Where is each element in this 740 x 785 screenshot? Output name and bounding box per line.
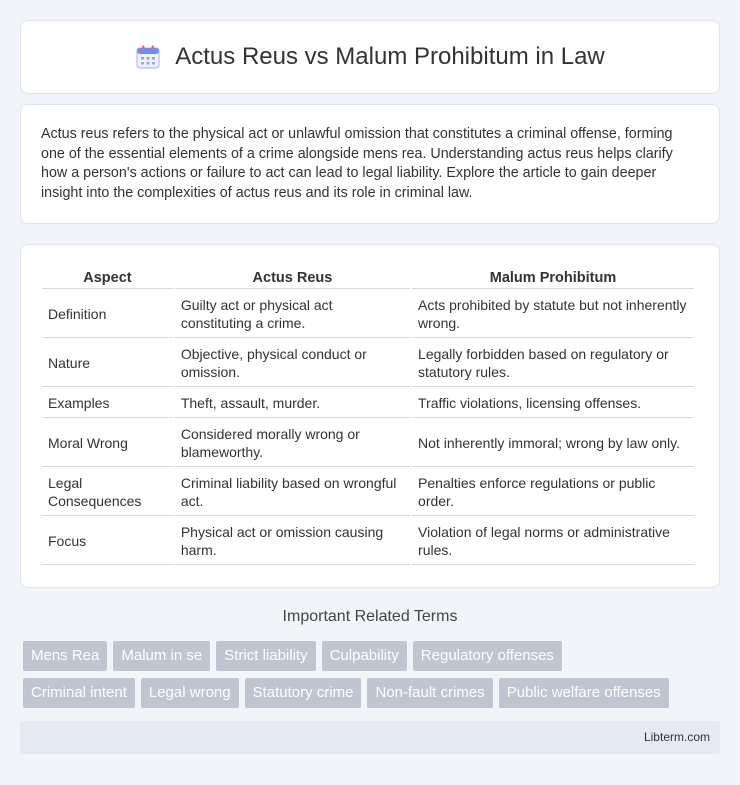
row-malum-prohibitum: Acts prohibited by statute but not inherently wrong.: [412, 289, 694, 338]
row-malum-prohibitum: Traffic violations, licensing offenses.: [412, 387, 694, 418]
row-actus-reus: Considered morally wrong or blameworthy.: [175, 418, 410, 467]
related-terms-title: Important Related Terms: [282, 608, 458, 625]
header-malum-prohibitum: Malum Prohibitum: [412, 265, 694, 289]
related-terms: [23, 641, 723, 715]
row-malum-prohibitum: Penalties enforce regulations or public order.: [412, 467, 694, 516]
tag-statutory-crime[interactable]: Statutory crime: [245, 678, 362, 708]
table-header-row: [42, 265, 694, 289]
comparison-table: [40, 265, 696, 565]
row-actus-reus: Guilty act or physical act constituting a crime.: [175, 289, 410, 338]
table-row: [42, 467, 694, 516]
tag-legal-wrong[interactable]: Legal wrong: [141, 678, 239, 708]
header-actus-reus: Actus Reus: [175, 265, 410, 289]
table-row: [42, 516, 694, 565]
row-actus-reus: Criminal liability based on wrongful act.: [175, 467, 410, 516]
tag-strict-liability[interactable]: Strict liability: [216, 641, 315, 671]
tag-public-welfare-offenses[interactable]: Public welfare offenses: [499, 678, 669, 708]
tag-mens-rea[interactable]: Mens Rea: [23, 641, 107, 671]
tag-regulatory-offenses[interactable]: Regulatory offenses: [413, 641, 562, 671]
tag-malum-in-se[interactable]: Malum in se: [113, 641, 210, 671]
calendar-icon: [135, 44, 161, 70]
page-title: Actus Reus vs Malum Prohibitum in Law: [175, 43, 605, 70]
tag-row: [23, 641, 723, 671]
table-row: [42, 338, 694, 387]
tag-culpability[interactable]: Culpability: [322, 641, 407, 671]
row-malum-prohibitum: Violation of legal norms or administrative rules.: [412, 516, 694, 565]
row-malum-prohibitum: Not inherently immoral; wrong by law only.: [412, 418, 694, 467]
table-row: [42, 418, 694, 467]
row-aspect: Examples: [42, 387, 173, 418]
row-aspect: Focus: [42, 516, 173, 565]
row-aspect: Legal Consequences: [42, 467, 173, 516]
row-aspect: Definition: [42, 289, 173, 338]
row-malum-prohibitum: Legally forbidden based on regulatory or statutory rules.: [412, 338, 694, 387]
intro-text: Actus reus refers to the physical act or unlawful omission that constitutes a criminal offense, forming one of the essential elements of a crime alongside mens rea. Understanding actus reus helps clarify how a person's actions or failure to act can lead to legal liability. Explore the article to gain deeper insight into the complexities of actus reus and its role in criminal law.: [41, 126, 673, 201]
header-aspect: Aspect: [42, 265, 173, 289]
footer-site-link[interactable]: Libterm.com: [643, 730, 710, 744]
intro-card: [20, 104, 720, 224]
comparison-card: [20, 244, 720, 588]
row-aspect: Moral Wrong: [42, 418, 173, 467]
row-aspect: Nature: [42, 338, 173, 387]
row-actus-reus: Physical act or omission causing harm.: [175, 516, 410, 565]
title-card: [20, 20, 720, 94]
table-row: [42, 289, 694, 338]
footer: [20, 721, 720, 754]
table-row: [42, 387, 694, 418]
row-actus-reus: Theft, assault, murder.: [175, 387, 410, 418]
tag-criminal-intent[interactable]: Criminal intent: [23, 678, 135, 708]
tag-row: [23, 678, 723, 708]
row-actus-reus: Objective, physical conduct or omission.: [175, 338, 410, 387]
tag-non-fault-crimes[interactable]: Non-fault crimes: [367, 678, 492, 708]
